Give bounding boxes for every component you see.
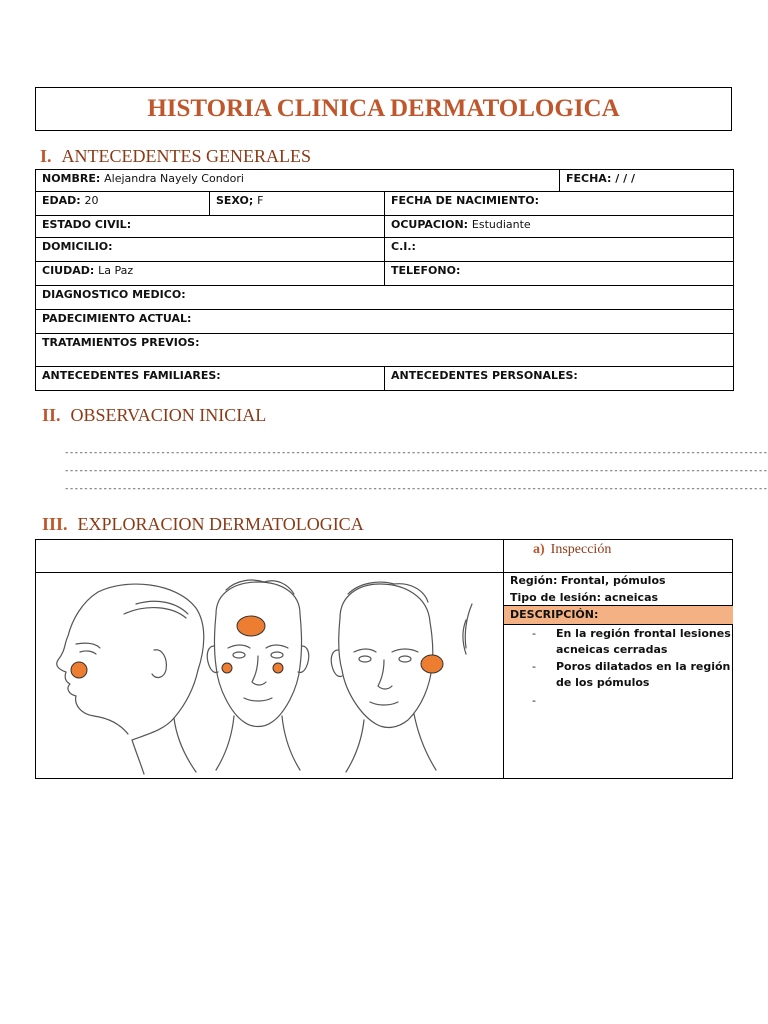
bullet-1-text-line1: En la región frontal lesiones: [556, 627, 731, 640]
section-2-title: OBSERVACION INICIAL: [70, 405, 267, 425]
observation-line-1[interactable]: --------------------------------------------------------------------------------------------------------------------------------------------------: [64, 448, 768, 458]
region-line[interactable]: [510, 573, 666, 589]
section-3-number: III.: [42, 514, 68, 534]
bullet-2-text-line2: de los pómulos: [556, 676, 650, 689]
section-1-heading: [40, 146, 311, 167]
bullet-2-dash: -: [532, 660, 536, 673]
three-quarter-face-sketch: [331, 582, 436, 772]
tratamientos-label: TRATAMIENTOS PREVIOS:: [42, 336, 200, 349]
ocupacion-label: OCUPACION:: [391, 218, 469, 231]
partial-face-sketch: [463, 604, 472, 654]
telefono-cell[interactable]: [385, 262, 734, 286]
fecha-label: FECHA:: [566, 172, 612, 185]
face-diagram: [36, 574, 502, 778]
diagnostico-label: DIAGNOSTICO MEDICO:: [42, 288, 186, 301]
sexo-value: F: [257, 194, 264, 207]
personales-label: ANTECEDENTES PERSONALES:: [391, 369, 578, 382]
bullet-1-dash: -: [532, 627, 536, 640]
ocupacion-cell[interactable]: [385, 216, 734, 238]
ciudad-label: CIUDAD:: [42, 264, 95, 277]
bullet-1-text-line2: acneicas cerradas: [556, 643, 668, 656]
diagnostico-cell[interactable]: [36, 286, 734, 310]
document-title-box: [35, 87, 732, 131]
padecimiento-cell[interactable]: [36, 310, 734, 334]
document-title: HISTORIA CLINICA DERMATOLOGICA: [147, 95, 620, 122]
edad-label: EDAD:: [42, 194, 81, 207]
nombre-value: Alejandra Nayely Condori: [104, 172, 244, 185]
inspeccion-label: Inspección: [550, 542, 612, 557]
domicilio-cell[interactable]: [36, 238, 385, 262]
section-3-title: EXPLORACION DERMATOLOGICA: [77, 514, 364, 534]
lesion-marker-right-cheek: [273, 663, 283, 673]
ciudad-value: La Paz: [98, 264, 134, 277]
exploration-column-divider: [503, 539, 504, 779]
nombre-label: NOMBRE:: [42, 172, 101, 185]
descripcion-bar: [504, 605, 733, 625]
edad-value: 20: [84, 194, 99, 207]
section-3-heading: [42, 514, 364, 535]
inspeccion-letter: a): [533, 542, 545, 557]
observation-line-2[interactable]: --------------------------------------------------------------------------------------------------------------------------------------------------: [64, 466, 768, 476]
estado-civil-cell[interactable]: [36, 216, 385, 238]
ocupacion-value: Estudiante: [471, 218, 531, 231]
profile-face-sketch: [57, 584, 204, 774]
sexo-cell[interactable]: [210, 192, 385, 216]
general-info-table: [35, 169, 734, 391]
section-1-title: ANTECEDENTES GENERALES: [61, 146, 311, 166]
nombre-cell[interactable]: [36, 170, 560, 192]
tipo-lesion-label: Tipo de lesión:: [510, 591, 602, 604]
estado-civil-label: ESTADO CIVIL:: [42, 218, 132, 231]
tipo-lesion-line[interactable]: [510, 590, 658, 606]
sexo-label: SEXO;: [216, 194, 254, 207]
lesion-marker-profile-cheek: [71, 662, 87, 678]
front-face-sketch: [207, 580, 309, 770]
telefono-label: TELEFONO:: [391, 264, 461, 277]
lesion-marker-three-quarter-cheek: [421, 655, 443, 673]
inspeccion-heading: [533, 542, 611, 558]
bullet-2-text-line1: Poros dilatados en la región: [556, 660, 731, 673]
lesion-marker-left-cheek: [222, 663, 232, 673]
observation-line-3[interactable]: --------------------------------------------------------------------------------------------------------------------------------------------------: [64, 484, 768, 494]
ciudad-cell[interactable]: [36, 262, 385, 286]
nacimiento-label: FECHA DE NACIMIENTO:: [391, 194, 540, 207]
ci-cell[interactable]: [385, 238, 734, 262]
descripcion-label: DESCRIPCIÓN:: [510, 608, 599, 621]
section-1-number: I.: [40, 146, 52, 166]
padecimiento-label: PADECIMIENTO ACTUAL:: [42, 312, 192, 325]
domicilio-label: DOMICILIO:: [42, 240, 113, 253]
ci-label: C.I.:: [391, 240, 416, 253]
tipo-lesion-value: acneicas: [604, 591, 659, 604]
bullet-3-dash: -: [532, 694, 536, 707]
tratamientos-cell[interactable]: [36, 334, 734, 367]
edad-cell[interactable]: [36, 192, 210, 216]
region-label: Región:: [510, 574, 558, 587]
familiares-label: ANTECEDENTES FAMILIARES:: [42, 369, 221, 382]
nacimiento-cell[interactable]: [385, 192, 734, 216]
familiares-cell[interactable]: [36, 367, 385, 391]
fecha-cell[interactable]: [560, 170, 734, 192]
lesion-marker-forehead: [237, 616, 265, 636]
fecha-value: / / /: [615, 172, 635, 185]
section-2-heading: [42, 405, 266, 426]
personales-cell[interactable]: [385, 367, 734, 391]
section-2-number: II.: [42, 405, 61, 425]
region-value: Frontal, pómulos: [560, 574, 666, 587]
